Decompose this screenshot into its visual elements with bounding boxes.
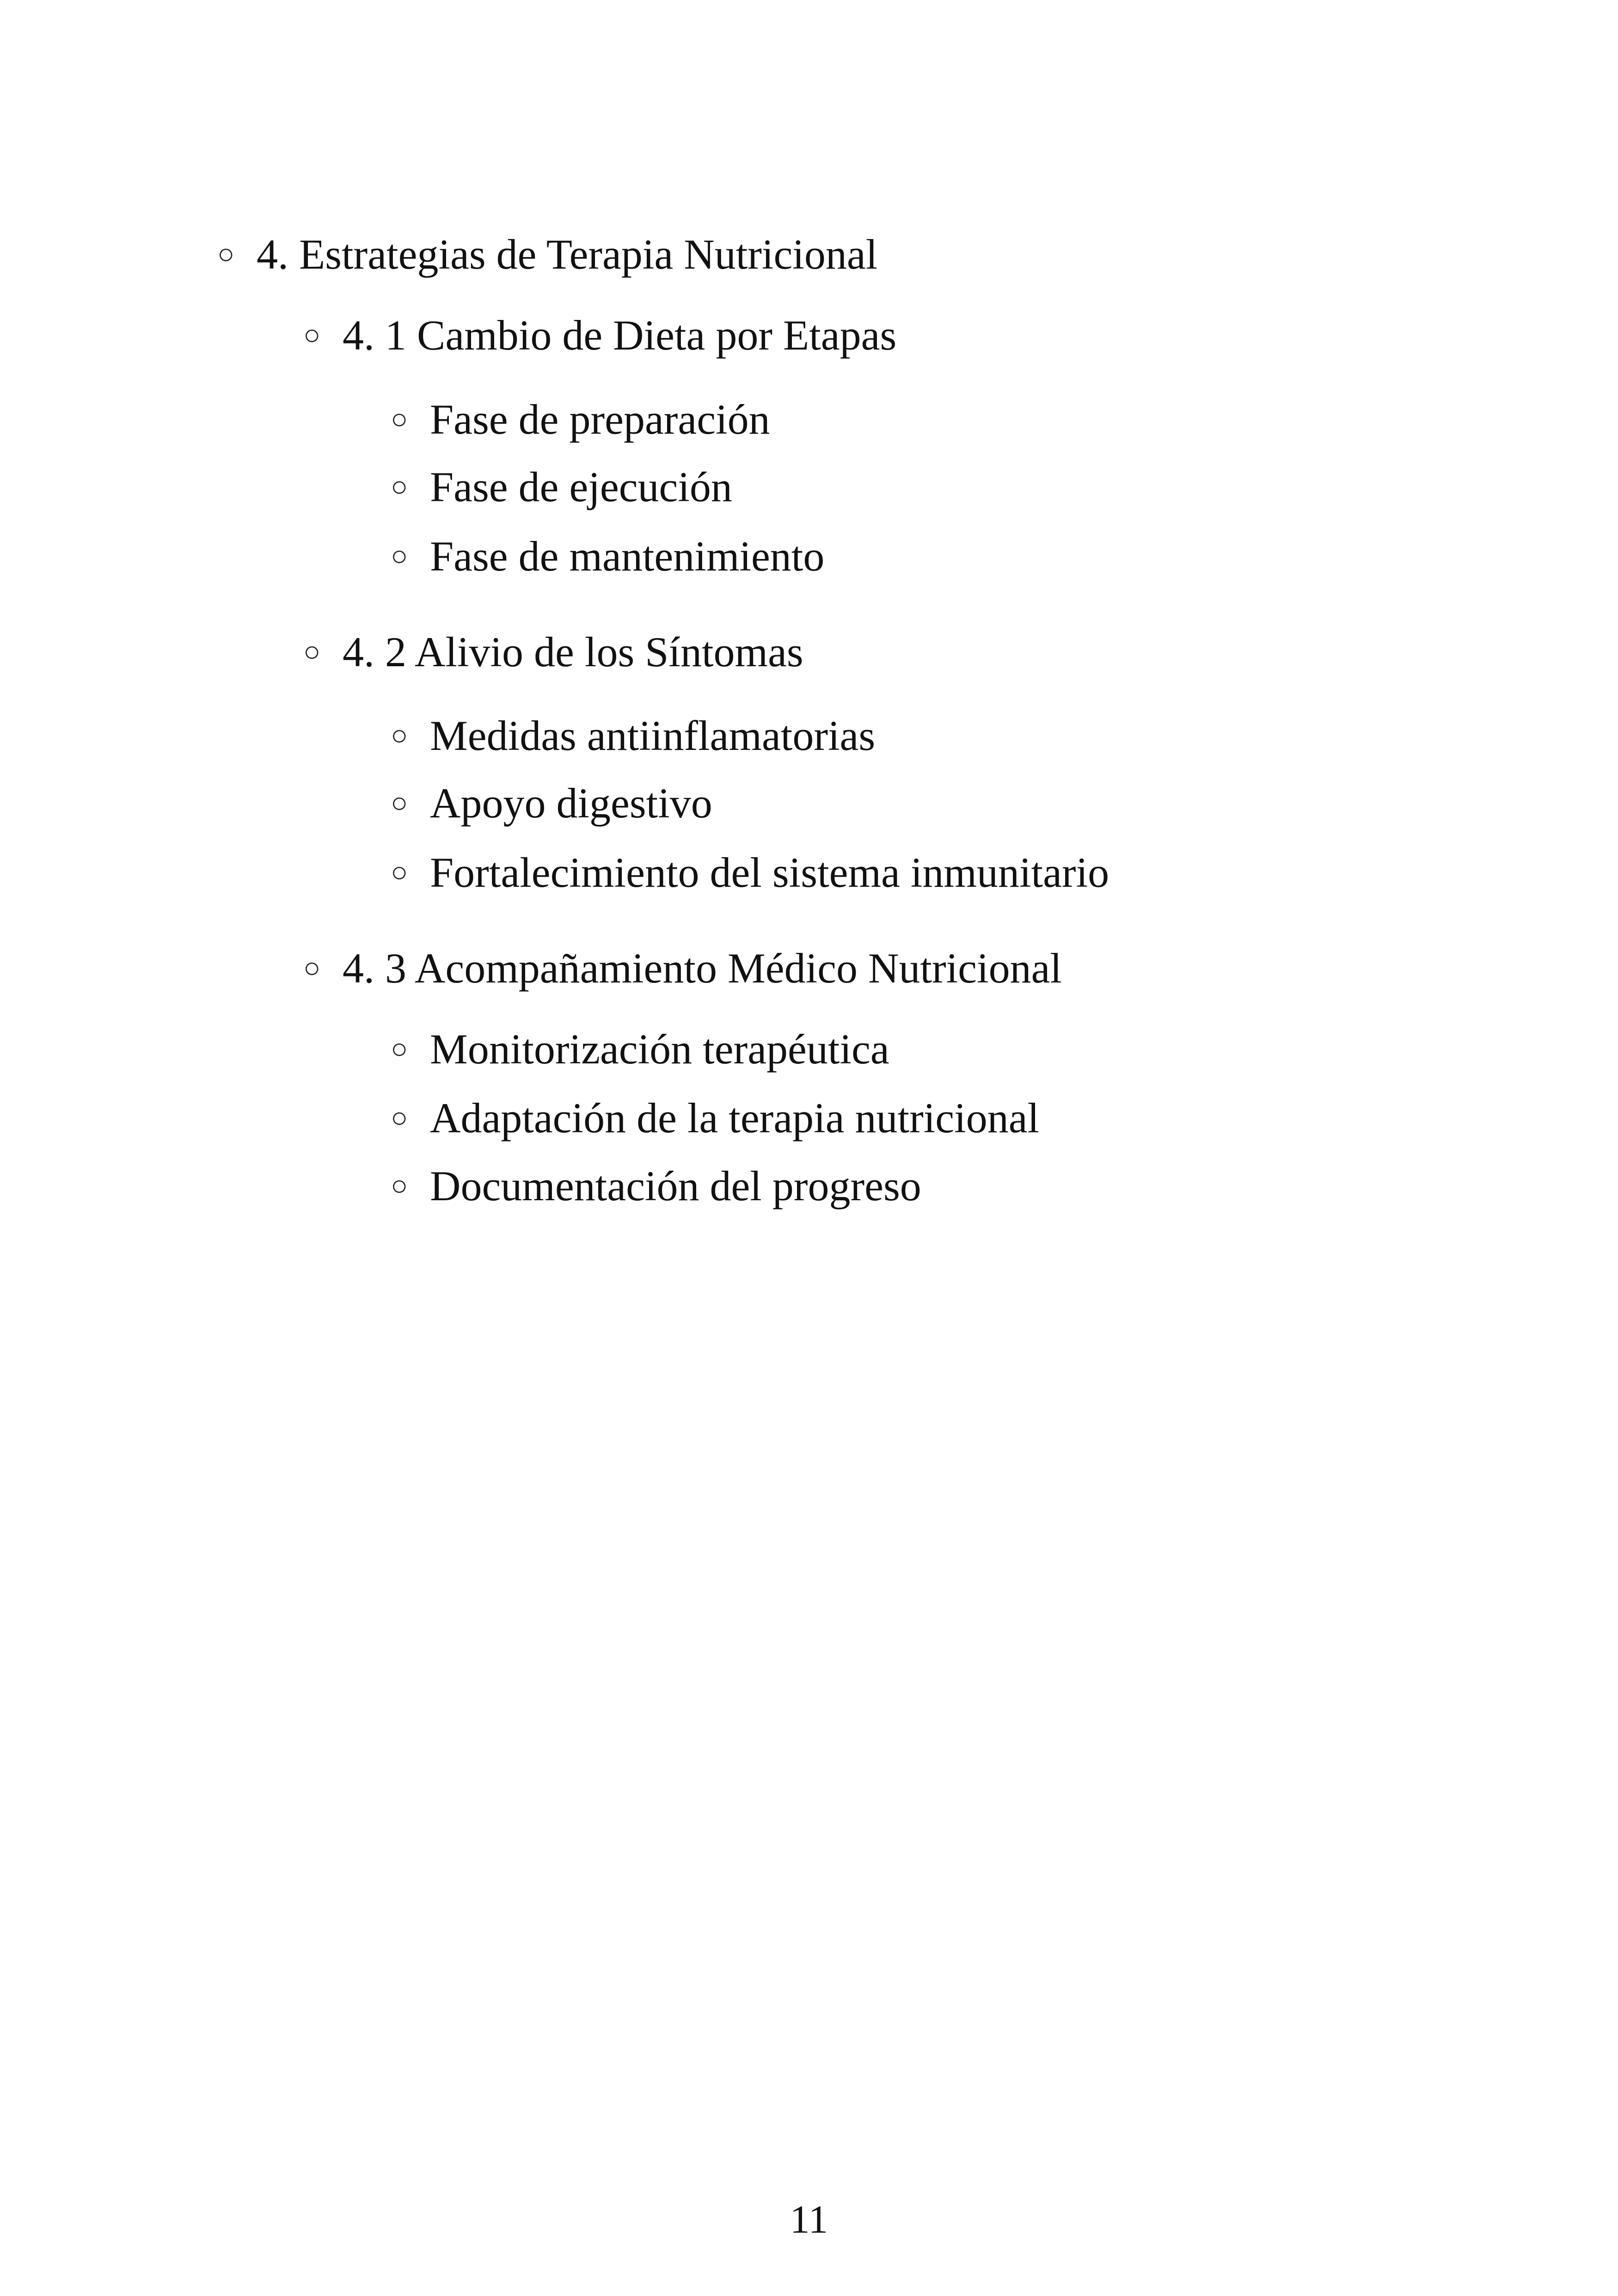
bullet-icon: ○ (391, 1170, 408, 1202)
subsection-heading: 4. 3 Acompañamiento Médico Nutricional (343, 945, 1062, 992)
list-item: Monitorización terapéutica (430, 1025, 889, 1073)
bullet-icon: ○ (391, 471, 408, 503)
bullet-icon: ○ (217, 239, 235, 270)
bullet-icon: ○ (391, 404, 408, 435)
bullet-icon: ○ (391, 857, 408, 888)
list-item: Medidas antiinflamatorias (430, 712, 876, 759)
bullet-icon: ○ (391, 540, 408, 572)
list-item: Fase de preparación (430, 396, 770, 443)
list-item: Apoyo digestivo (430, 780, 712, 827)
bullet-icon: ○ (391, 1102, 408, 1134)
list-item: Fase de ejecución (430, 463, 732, 510)
bullet-icon: ○ (391, 720, 408, 751)
list-item: Fase de mantenimiento (430, 533, 825, 580)
bullet-icon: ○ (391, 787, 408, 819)
bullet-icon: ○ (303, 952, 321, 984)
list-item: Documentación del progreso (430, 1162, 921, 1209)
subsection-heading: 4. 2 Alivio de los Síntomas (343, 628, 803, 675)
section-heading: 4. Estrategias de Terapia Nutricional (257, 231, 878, 278)
bullet-icon: ○ (391, 1033, 408, 1065)
page-number: 11 (790, 2197, 828, 2241)
bullet-icon: ○ (303, 636, 321, 668)
bullet-icon: ○ (303, 319, 321, 351)
subsection-heading: 4. 1 Cambio de Dieta por Etapas (343, 312, 897, 359)
list-item: Adaptación de la terapia nutricional (430, 1094, 1040, 1142)
list-item: Fortalecimiento del sistema inmunitario (430, 849, 1109, 896)
